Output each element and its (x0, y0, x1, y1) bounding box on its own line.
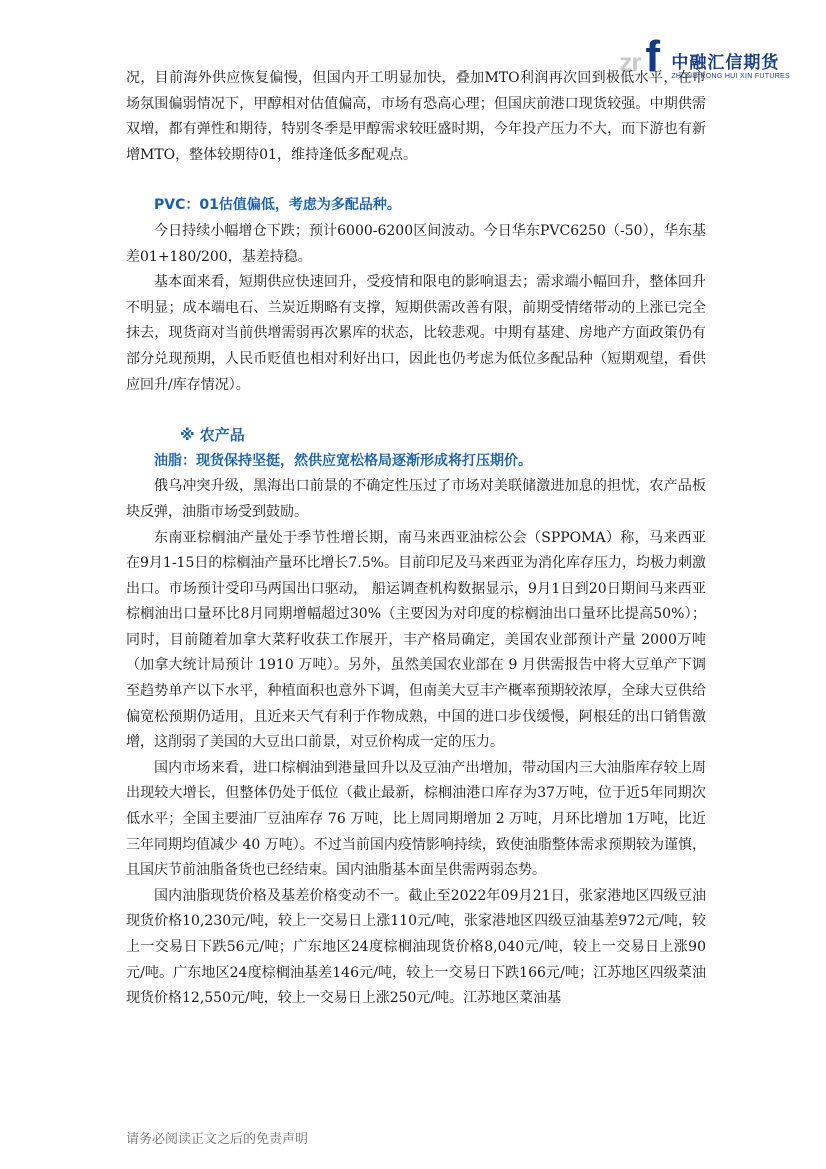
logo-mark-f: f (645, 32, 661, 81)
spacer (126, 398, 706, 423)
section-agri-heading: ※ 农产品 (180, 426, 245, 445)
pvc-heading: PVC：01估值偏低，考虑为多配品种。 (154, 197, 401, 214)
oils-heading: 油脂：现货保持坚挺，然供应宽松格局逐渐形成将打压期价。 (154, 452, 532, 469)
spacer (126, 168, 706, 193)
oils-paragraph-1: 俄乌冲突升级，黑海出口前景的不确定性压过了市场对美联储激进加息的担忧，农产品板块反弹，油脂市场受到鼓励。 (126, 478, 706, 520)
document-body (126, 66, 706, 1012)
pvc-paragraph-1: 今日持续小幅增仓下跌；预计6000-6200区间波动。今日华东PVC6250（-50），华东基差01+180/200，基差持稳。 (126, 222, 706, 265)
oils-paragraph-3: 国内市场来看，进口棕榈油到港量回升以及豆油产出增加，带动国内三大油脂库存较上周出现较大增长，但整体仍处于低位（截止最新，棕榈油港口库存为37万吨，位于近5年同期次低水平；全国主要油厂豆油库存 76 万吨，比上周同期增加 2 万吨，月环比增加 1万吨，比近三年同期均值减少 40 万吨）。不过当前国内疫情影响持续，致使油脂整体需求预期较为谨慎，且国庆节前油脂备货也已经结束。国内油脂基本面呈供需两弱态势。 (126, 759, 706, 879)
pvc-paragraph-2: 基本面来看，短期供应快速回升，受疫情和限电的影响退去；需求端小幅回升，整体回升不明显；成本端电石、兰炭近期略有支撑，短期供需改善有限，前期受情绪带动的上涨已完全抹去，现货商对当前供增需弱再次累库的状态，比较悲观。中期有基建、房地产方面政策仍有部分兑现预期，人民币贬值也相对利好出口，因此也仍考虑为低位多配品种（短期观望，看供应回升/库存情况）。 (126, 274, 706, 393)
disclaimer-footer: 请务必阅读正文之后的免责声明 (126, 1132, 309, 1147)
logo-name-cn: 中融汇信期货 (671, 53, 780, 73)
logo-name-en: ZHONG RONG HUI XIN FUTURES (671, 73, 790, 80)
paragraph-methanol-continued: 况，目前海外供应恢复偏慢，但国内开工明显加快，叠加MTO利润再次回到极低水平，在市场氛围偏弱情况下，甲醇相对估值偏高，市场有恐高心理；但国庆前港口现货较强。中期供需双増，都有弹性和期待，特别冬季是甲醇需求较旺盛时期，今年投产压力不大，而下游也有新增MTO，整体较期待01，维持逢低多配观点。 (126, 70, 706, 163)
oils-paragraph-4: 国内油脂现货价格及基差价格变动不一。截止至2022年09月21日，张家港地区四级豆油现货价格10,230元/吨，较上一交易日上涨110元/吨，张家港地区四级豆油基差972元/吨，较上一交易日下跌56元/吨；广东地区24度棕榈油现货价格8,040元/吨，较上一交易日上涨90元/吨。广东地区24度棕榈油基差146元/吨，较上一交易日下跌166元/吨；江苏地区四级菜油现货价格12,550元/吨，较上一交易日上涨250元/吨。江苏地区菜油基 (126, 887, 706, 1007)
logo-mark-zr: zr (619, 47, 641, 77)
oils-paragraph-2: 东南亚棕榈油产量处于季节性增长期，南马来西亚油棕公会（SPPOMA）称，马来西亚在9月1-15日的棕榈油产量环比增长7.5%。目前印尼及马来西亚为消化库存压力，均极力刺激出口。市场预计受印马两国出口驱动， 船运调查机构数据显示，9月1日到20日期间马来西亚棕榈油出口量环比8月同期增幅超过30%（主要因为对印度的棕榈油出口量环比提高50%）；同时，目前随着加拿大菜籽收获工作展开，丰产格局确定，美国农业部预计产量 2000万吨（加拿大统计局预计 1910 万吨）。另外，虽然美国农业部在 9 月供需报告中将大豆单产下调至趋势单产以下水平，种植面积也意外下调，但南美大豆丰产概率预期较浓厚，全球大豆供给偏宽松预期仍适用，且近来天气有利于作物成熟，中国的进口步伐缓慢，阿根廷的出口销售激增，这削弱了美国的大豆出口前景，对豆价构成一定的压力。 (126, 529, 706, 751)
